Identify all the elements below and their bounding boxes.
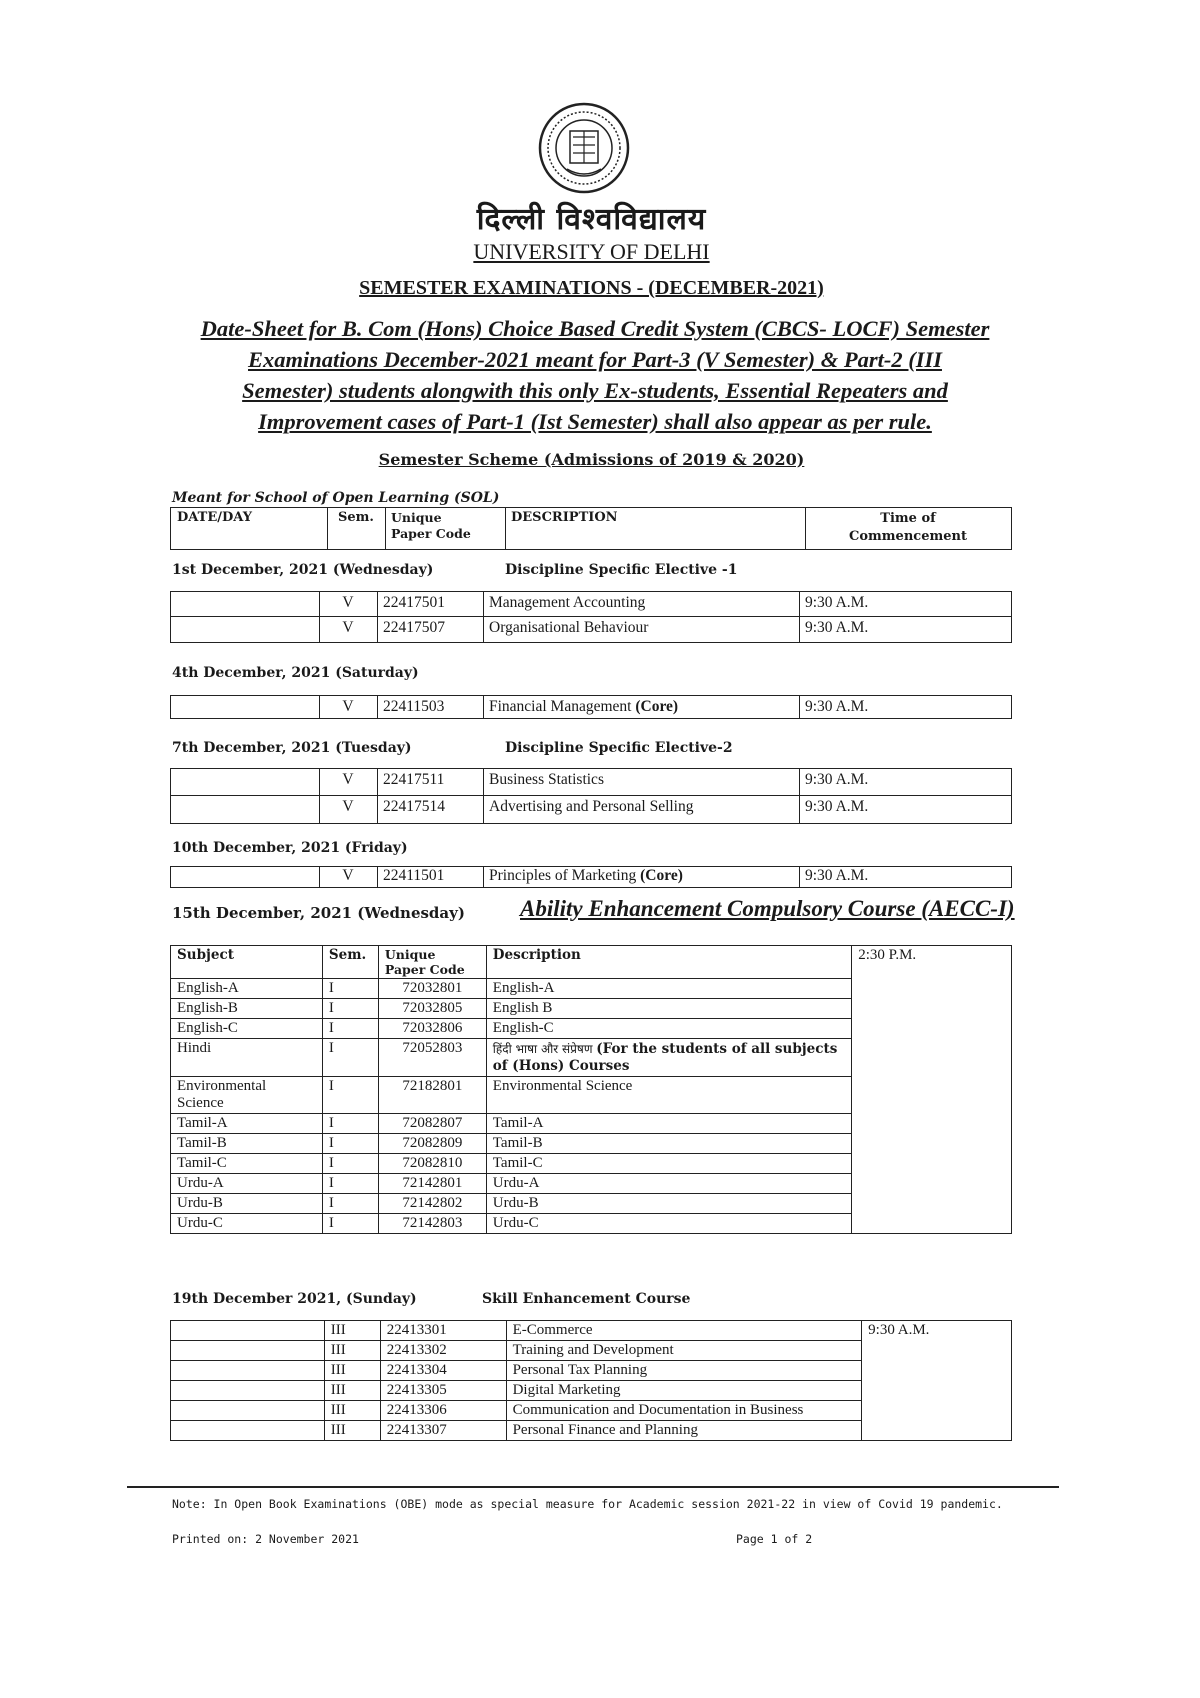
time-cell: 9:30 A.M. bbox=[805, 594, 869, 611]
day-heading: 10th December, 2021 (Friday) bbox=[172, 840, 408, 856]
core-tag: (Core) bbox=[640, 867, 683, 884]
datesheet-line: Improvement cases of Part-1 (Ist Semester) shall also appear as per rule. bbox=[258, 409, 932, 434]
sem-cell: I bbox=[322, 1174, 378, 1194]
subject-cell: Environmental Science bbox=[171, 1077, 323, 1114]
sem-cell: I bbox=[322, 1114, 378, 1134]
code-cell: 72032805 bbox=[378, 999, 486, 1019]
desc-cell: English-A bbox=[486, 979, 851, 999]
sem-cell: I bbox=[322, 1154, 378, 1174]
code-cell: 72052803 bbox=[378, 1039, 486, 1077]
subject-cell: English-A bbox=[171, 979, 323, 999]
col-time bbox=[805, 508, 1011, 549]
desc-cell: Business Statistics bbox=[489, 771, 604, 788]
table-row bbox=[170, 796, 1012, 824]
sem-cell: III bbox=[324, 1381, 380, 1401]
day-heading: 7th December, 2021 (Tuesday) bbox=[172, 740, 412, 756]
desc-cell: Management Accounting bbox=[489, 594, 646, 611]
desc-cell: E-Commerce bbox=[506, 1321, 862, 1341]
code-cell: 72082809 bbox=[378, 1134, 486, 1154]
section-heading: Ability Enhancement Compulsory Course (AECC-I) bbox=[520, 896, 1015, 921]
table-row bbox=[171, 1321, 1012, 1341]
code-cell: 72142801 bbox=[378, 1174, 486, 1194]
desc-cell bbox=[486, 1039, 851, 1077]
university-seal bbox=[537, 101, 631, 195]
sem-cell: V bbox=[342, 698, 354, 715]
desc-cell: Urdu-A bbox=[486, 1174, 851, 1194]
subject-cell: Tamil-A bbox=[171, 1114, 323, 1134]
desc-cell: Personal Finance and Planning bbox=[506, 1421, 862, 1441]
exam-title: SEMESTER EXAMINATIONS - (DECEMBER-2021) bbox=[359, 277, 824, 299]
desc-cell: Organisational Behaviour bbox=[489, 619, 649, 636]
hindi-note: (For the students of all subjects of (Hons) Courses bbox=[492, 1041, 838, 1074]
desc-cell: Tamil-B bbox=[486, 1134, 851, 1154]
table-row bbox=[170, 768, 1012, 796]
desc-cell: English B bbox=[486, 999, 851, 1019]
datesheet-line: Examinations December-2021 meant for Part-3 (V Semester) & Part-2 (III bbox=[248, 347, 942, 372]
section-heading: Skill Enhancement Course bbox=[482, 1291, 691, 1307]
code-cell: 72142802 bbox=[378, 1194, 486, 1214]
printed-date: Printed on: 2 November 2021 bbox=[172, 1532, 359, 1546]
subject-cell: Urdu-C bbox=[171, 1214, 323, 1234]
sem-cell: I bbox=[322, 1194, 378, 1214]
datesheet-heading bbox=[160, 313, 1030, 437]
time-cell: 9:30 A.M. bbox=[805, 798, 869, 815]
code-cell: 22417514 bbox=[383, 798, 445, 815]
code-cell: 22411501 bbox=[383, 867, 445, 884]
time-cell: 9:30 A.M. bbox=[805, 867, 869, 884]
sem-cell: I bbox=[322, 1134, 378, 1154]
day-heading: 15th December, 2021 (Wednesday) bbox=[172, 904, 465, 922]
sem-cell: I bbox=[322, 979, 378, 999]
subject-cell: Urdu-B bbox=[171, 1194, 323, 1214]
section-heading: Discipline Specific Elective-2 bbox=[505, 740, 733, 756]
code-cell: 72182801 bbox=[378, 1077, 486, 1114]
day-heading: 19th December 2021, (Sunday) bbox=[172, 1291, 417, 1307]
header-subject: Subject bbox=[171, 946, 323, 979]
desc-text: Principles of Marketing bbox=[489, 867, 637, 884]
header-sem: Sem. bbox=[322, 946, 378, 979]
day-heading: 4th December, 2021 (Saturday) bbox=[172, 665, 419, 681]
code-cell: 72142803 bbox=[378, 1214, 486, 1234]
section-heading: Discipline Specific Elective -1 bbox=[505, 562, 738, 578]
subject-cell: Hindi bbox=[171, 1039, 323, 1077]
desc-cell: Advertising and Personal Selling bbox=[489, 798, 694, 815]
col-description: DESCRIPTION bbox=[511, 510, 618, 525]
sem-cell: I bbox=[322, 1077, 378, 1114]
desc-cell: Urdu-C bbox=[486, 1214, 851, 1234]
col-date-day: DATE/DAY bbox=[177, 510, 252, 525]
code-cell: 22413306 bbox=[380, 1401, 506, 1421]
desc-cell bbox=[483, 696, 799, 718]
time-cell: 9:30 A.M. bbox=[805, 619, 869, 636]
code-cell: 72032801 bbox=[378, 979, 486, 999]
scheme-title: Semester Scheme (Admissions of 2019 & 2020) bbox=[378, 450, 805, 469]
column-header-table bbox=[170, 507, 1012, 550]
table-row bbox=[170, 617, 1012, 643]
sem-cell: V bbox=[342, 798, 354, 815]
sem-cell: III bbox=[324, 1341, 380, 1361]
col-code-line: Paper Code bbox=[391, 526, 471, 541]
col-code-line: Unique bbox=[391, 510, 442, 525]
code-cell: 22417511 bbox=[383, 771, 445, 788]
footer-divider bbox=[127, 1486, 1059, 1488]
day-heading: 1st December, 2021 (Wednesday) bbox=[172, 562, 434, 578]
code-cell: 22417507 bbox=[383, 619, 445, 636]
sem-cell: I bbox=[322, 1214, 378, 1234]
page-number: Page 1 of 2 bbox=[736, 1532, 813, 1546]
code-cell: 22413304 bbox=[380, 1361, 506, 1381]
code-cell: 22417501 bbox=[383, 594, 445, 611]
sem-cell: I bbox=[322, 999, 378, 1019]
sem-cell: III bbox=[324, 1321, 380, 1341]
sem-cell: III bbox=[324, 1361, 380, 1381]
sem-cell: V bbox=[342, 771, 354, 788]
table-header-row bbox=[171, 946, 1012, 979]
datesheet-line: Semester) students alongwith this only Ex-students, Essential Repeaters and bbox=[242, 378, 948, 403]
table-row bbox=[170, 866, 1012, 888]
subject-cell: English-B bbox=[171, 999, 323, 1019]
desc-cell: Training and Development bbox=[506, 1341, 862, 1361]
sem-cell: V bbox=[342, 619, 354, 636]
hindi-desc: हिंदी भाषा और संप्रेषण bbox=[492, 1042, 593, 1056]
header-code: Unique Paper Code bbox=[378, 946, 486, 979]
code-cell: 72082810 bbox=[378, 1154, 486, 1174]
footer-note: Note: In Open Book Examinations (OBE) mode as special measure for Academic session 2021-22 in view of Covid 19 pandemic. bbox=[172, 1497, 1003, 1511]
sem-cell: V bbox=[342, 594, 354, 611]
col-time-line: Time of bbox=[880, 511, 936, 526]
subject-cell: Tamil-C bbox=[171, 1154, 323, 1174]
table-row bbox=[170, 695, 1012, 719]
code-cell: 72082807 bbox=[378, 1114, 486, 1134]
code-cell: 22413302 bbox=[380, 1341, 506, 1361]
sec-time-cell: 9:30 A.M. bbox=[862, 1321, 1012, 1441]
header-description: Description bbox=[486, 946, 851, 979]
desc-cell: Digital Marketing bbox=[506, 1381, 862, 1401]
desc-cell: Communication and Documentation in Business bbox=[506, 1401, 862, 1421]
col-time-line: Commencement bbox=[849, 529, 967, 544]
sem-cell: I bbox=[322, 1019, 378, 1039]
sem-cell: I bbox=[322, 1039, 378, 1077]
code-cell: 22411503 bbox=[383, 698, 445, 715]
sem-cell: III bbox=[324, 1401, 380, 1421]
subject-cell: English-C bbox=[171, 1019, 323, 1039]
aecc-table bbox=[170, 945, 1012, 1234]
sem-cell: V bbox=[342, 867, 354, 884]
desc-cell: Urdu-B bbox=[486, 1194, 851, 1214]
subject-cell: Tamil-B bbox=[171, 1134, 323, 1154]
desc-cell: Environmental Science bbox=[486, 1077, 851, 1114]
code-cell: 22413301 bbox=[380, 1321, 506, 1341]
subject-cell: Urdu-A bbox=[171, 1174, 323, 1194]
desc-cell: Tamil-A bbox=[486, 1114, 851, 1134]
table-row bbox=[170, 591, 1012, 617]
time-cell: 9:30 A.M. bbox=[805, 771, 869, 788]
code-cell: 72032806 bbox=[378, 1019, 486, 1039]
university-name: UNIVERSITY OF DELHI bbox=[473, 239, 710, 264]
desc-cell: English-C bbox=[486, 1019, 851, 1039]
code-cell: 22413305 bbox=[380, 1381, 506, 1401]
desc-cell: Personal Tax Planning bbox=[506, 1361, 862, 1381]
code-cell: 22413307 bbox=[380, 1421, 506, 1441]
core-tag: (Core) bbox=[635, 698, 679, 715]
sem-cell: III bbox=[324, 1421, 380, 1441]
desc-cell bbox=[483, 867, 799, 887]
sec-table bbox=[170, 1320, 1012, 1441]
hindi-university-title: दिल्ली विश्वविद्यालय bbox=[476, 202, 707, 237]
aecc-time-cell: 2:30 P.M. bbox=[852, 946, 1012, 1234]
col-sem: Sem. bbox=[338, 510, 374, 525]
datesheet-line: Date-Sheet for B. Com (Hons) Choice Based Credit System (CBCS- LOCF) Semester bbox=[200, 316, 990, 341]
desc-cell: Tamil-C bbox=[486, 1154, 851, 1174]
time-cell: 9:30 A.M. bbox=[805, 698, 869, 715]
desc-text: Financial Management bbox=[489, 698, 632, 715]
meant-for-label: Meant for School of Open Learning (SOL) bbox=[172, 490, 500, 506]
col-code bbox=[385, 508, 505, 549]
